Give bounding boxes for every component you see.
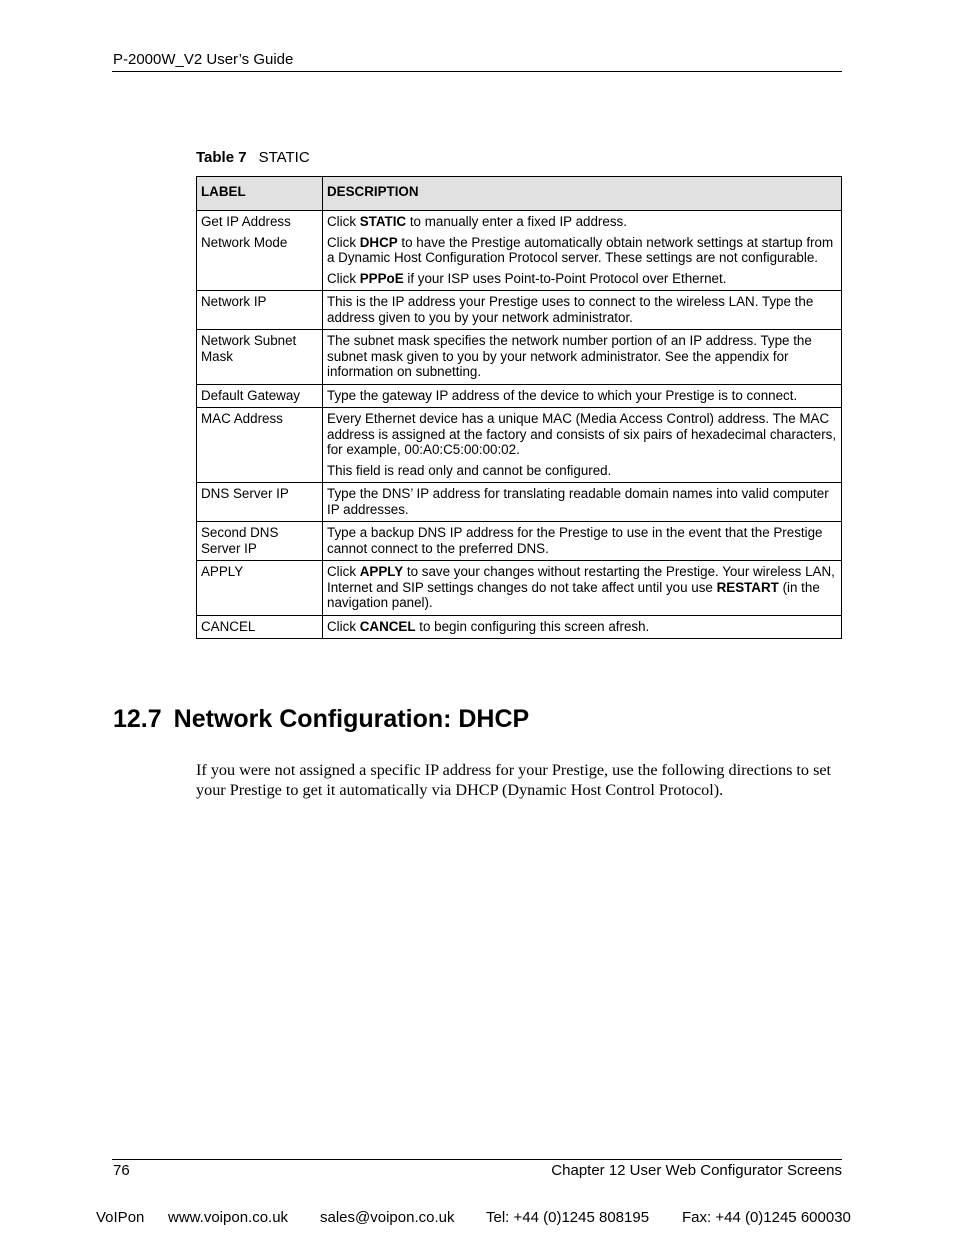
description-text: This field is read only and cannot be configured. — [327, 462, 612, 478]
field-label: MAC Address — [201, 411, 283, 426]
description-cell — [323, 522, 842, 561]
table-row — [197, 561, 842, 616]
description-text: to manually enter a fixed IP address. — [406, 214, 627, 229]
description-cell — [323, 483, 842, 522]
description-text: Type the DNS’ IP address for translating readable domain names into valid computer IP addresses. — [327, 486, 829, 517]
description-text: The subnet mask specifies the network number portion of an IP address. Type the subnet mask given to you by your network administrator. See the appendix for information on subnetting. — [327, 333, 812, 379]
column-header-description: DESCRIPTION — [323, 177, 842, 211]
field-label: Network Mode — [201, 234, 288, 250]
static-settings-table — [196, 176, 842, 639]
description-cell — [323, 291, 842, 330]
description-text: if your ISP uses Point-to-Point Protocol over Ethernet. — [403, 270, 727, 286]
label-cell — [197, 522, 323, 561]
label-cell — [197, 561, 323, 616]
table-row — [197, 522, 842, 561]
field-label: DNS Server IP — [201, 486, 289, 501]
emphasized-term: PPPoE — [359, 270, 404, 286]
label-cell — [197, 615, 323, 639]
description-text: Click — [327, 214, 360, 229]
contact-email: sales@voipon.co.uk — [320, 1209, 455, 1226]
label-cell — [197, 384, 323, 408]
description-paragraph — [327, 271, 837, 287]
table-row — [197, 408, 842, 483]
description-text: to save your changes without restarting the Prestige. Your wireless LAN, Internet and SIP settings changes do not take affect until you use — [327, 564, 835, 595]
chapter-title: Chapter 12 User Web Configurator Screens — [551, 1162, 842, 1179]
field-label: Network IP — [201, 294, 267, 309]
description-text: to begin configuring this screen afresh. — [415, 618, 650, 634]
contact-company: VoIPon — [96, 1209, 145, 1226]
running-header: P-2000W_V2 User’s Guide — [113, 51, 294, 68]
description-cell — [323, 615, 842, 639]
field-label: Default Gateway — [201, 387, 300, 403]
label-cell — [197, 330, 323, 385]
field-label: Get IP Address — [201, 214, 291, 229]
description-cell — [323, 561, 842, 616]
description-text: This is the IP address your Prestige uses to connect to the wireless LAN. Type the address given to you by your network administrator. — [327, 294, 814, 325]
description-paragraph — [327, 525, 837, 556]
table-row — [197, 291, 842, 330]
table-body — [197, 211, 842, 639]
description-text: Click — [327, 618, 360, 634]
label-cell — [197, 408, 323, 483]
table-row — [197, 615, 842, 639]
field-label: Second DNS Server IP — [201, 525, 279, 556]
page-number: 76 — [113, 1162, 130, 1179]
label-cell — [197, 211, 323, 291]
contact-fax: Fax: +44 (0)1245 600030 — [682, 1209, 851, 1226]
table-row — [197, 330, 842, 385]
description-cell — [323, 384, 842, 408]
header-rule — [112, 71, 842, 72]
contact-tel: Tel: +44 (0)1245 808195 — [486, 1209, 650, 1226]
description-paragraph — [327, 463, 837, 479]
description-cell — [323, 408, 842, 483]
description-cell — [323, 211, 842, 291]
emphasized-term: DHCP — [359, 234, 398, 250]
table-caption-number: Table 7 — [196, 149, 247, 166]
table-row — [197, 211, 842, 291]
description-paragraph — [327, 486, 837, 517]
description-text: Click — [327, 564, 360, 579]
label-cell — [197, 483, 323, 522]
description-paragraph — [327, 235, 837, 266]
section-title: Network Configuration: DHCP — [173, 705, 530, 733]
body-paragraph: If you were not assigned a specific IP address for your Prestige, use the following directions to set your Prestige to get it automatically via DHCP (Dynamic Host Control Protocol). — [196, 761, 832, 799]
table-row — [197, 483, 842, 522]
footer-rule — [112, 1159, 842, 1160]
table-header-row — [197, 177, 842, 211]
section-number: 12.7 — [113, 705, 162, 733]
emphasized-term: STATIC — [359, 214, 407, 229]
description-cell — [323, 330, 842, 385]
description-text: Click — [327, 234, 360, 250]
description-paragraph — [327, 214, 837, 230]
table-row — [197, 384, 842, 408]
description-paragraph — [327, 294, 837, 325]
emphasized-term: APPLY — [359, 564, 404, 579]
field-label: CANCEL — [201, 618, 256, 634]
table-caption-title: STATIC — [258, 149, 310, 166]
field-label: APPLY — [201, 564, 244, 579]
description-paragraph — [327, 411, 837, 458]
description-paragraph — [327, 333, 837, 380]
description-text: Click — [327, 270, 360, 286]
description-text: Every Ethernet device has a unique MAC (Media Access Control) address. The MAC address is assigned at the factory and consists of six pairs of hexadecimal characters, for example, 00:A0:C5:00:00:02. — [327, 411, 837, 457]
description-text: Type the gateway IP address of the device to which your Prestige is to connect. — [327, 387, 798, 403]
description-paragraph — [327, 388, 837, 404]
column-header-label: LABEL — [197, 177, 323, 211]
description-text: Type a backup DNS IP address for the Prestige to use in the event that the Prestige cannot connect to the preferred DNS. — [327, 525, 823, 556]
contact-website: www.voipon.co.uk — [168, 1209, 289, 1226]
description-paragraph — [327, 564, 837, 611]
description-text: to have the Prestige automatically obtain network settings at startup from a Dynamic Host Configuration Protocol server. These settings are not configurable. — [327, 234, 834, 265]
contact-bar — [96, 1209, 851, 1226]
emphasized-term: RESTART — [716, 579, 779, 595]
emphasized-term: CANCEL — [359, 618, 416, 634]
description-paragraph — [327, 619, 837, 635]
field-label: Network Subnet Mask — [201, 333, 297, 364]
table-caption — [196, 149, 310, 166]
label-cell — [197, 291, 323, 330]
description-text: (in the navigation panel). — [327, 579, 820, 610]
section-heading — [113, 705, 529, 734]
